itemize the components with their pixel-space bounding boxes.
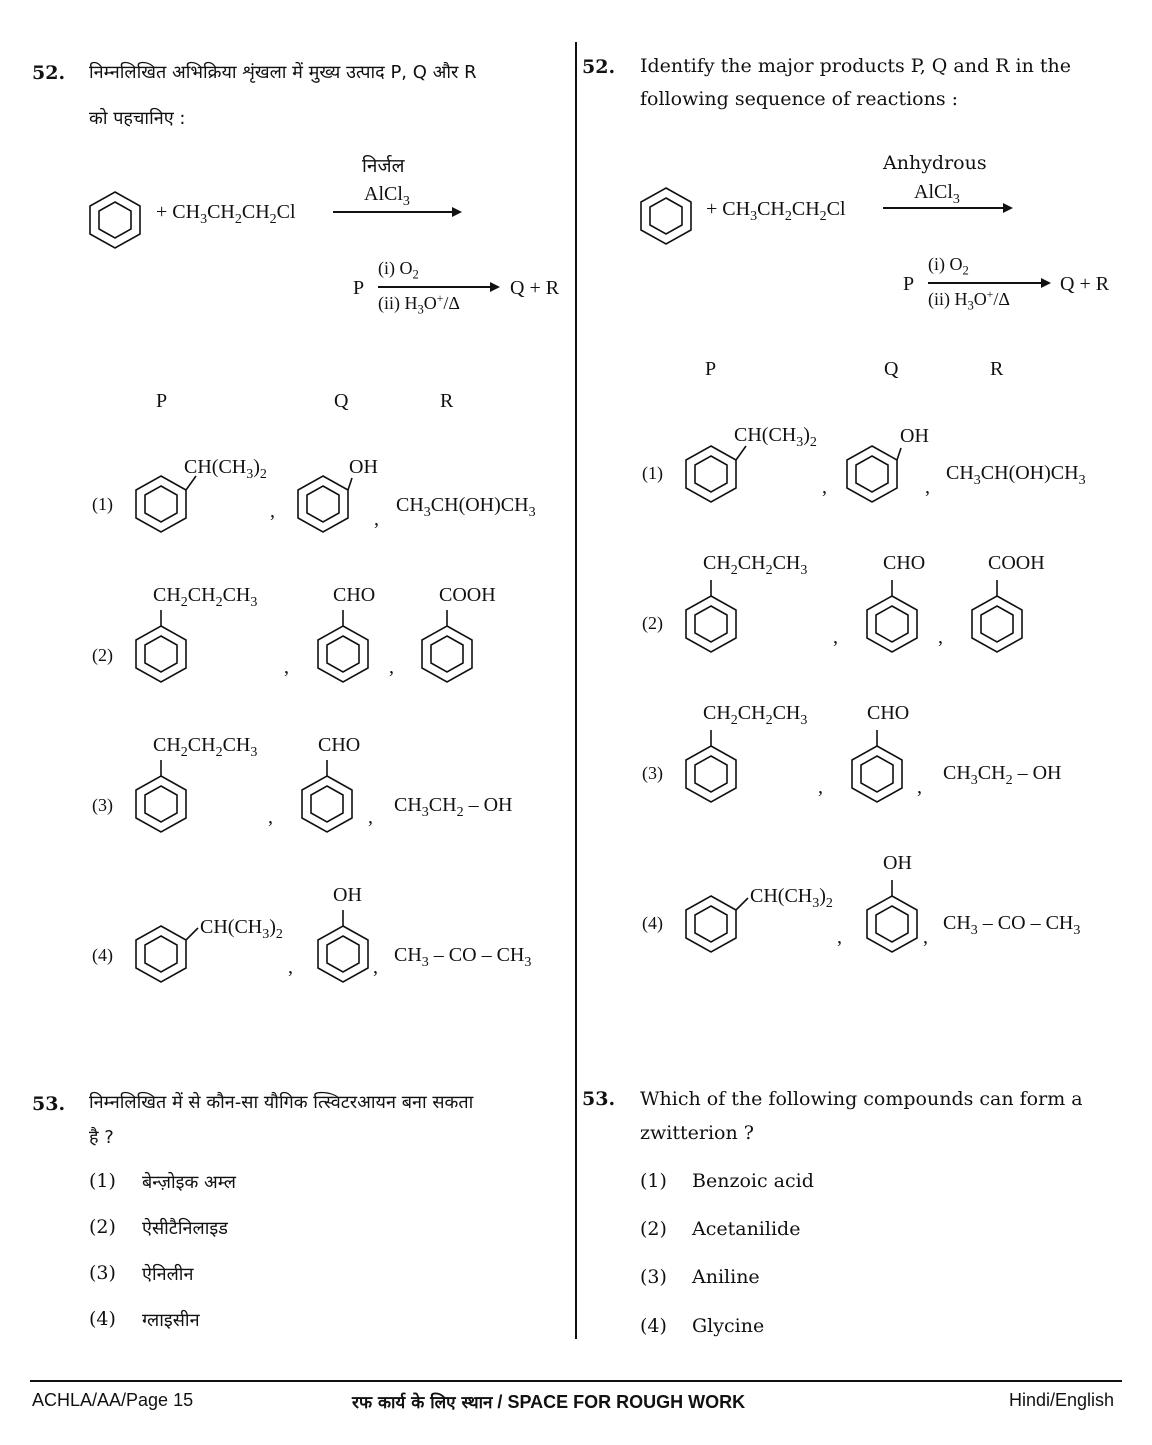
footer-language: Hindi/English xyxy=(1009,1390,1115,1410)
substituent-label: $CH_2CH_2CH_3$ xyxy=(703,552,808,578)
option-number: (3) xyxy=(642,763,663,783)
product-formula: $CH_3$ – CO – $CH_3$ xyxy=(943,912,1081,938)
reactant-formula: + $CH_3CH_2CH_2Cl$ xyxy=(156,201,296,227)
comma: , xyxy=(833,626,838,648)
arrow-head-icon xyxy=(490,282,500,292)
reagent-step-2: (ii) $H_3O^+/\Delta$ xyxy=(378,292,460,317)
products-QR: Q + R xyxy=(510,277,560,299)
benzene-ring xyxy=(850,744,904,804)
option-number: (1) xyxy=(92,494,113,514)
benzene-ring xyxy=(970,594,1024,654)
question-number: 53. xyxy=(582,1088,616,1110)
question-text: निम्नलिखित अभिक्रिया शृंखला में मुख्य उत्पाद P, Q और R xyxy=(89,62,477,83)
benzene-ring xyxy=(684,744,738,804)
substituent-label: CHO xyxy=(883,552,926,574)
option-number: (1) xyxy=(640,1170,667,1192)
comma: , xyxy=(368,806,373,828)
benzene-ring xyxy=(420,624,474,684)
benzene-ring xyxy=(639,186,693,246)
option-number: (2) xyxy=(640,1218,667,1240)
comma: , xyxy=(374,508,379,530)
header-R: R xyxy=(990,358,1004,380)
question-text: निम्नलिखित में से कौन-सा यौगिक त्स्विटरआयन बना सकता xyxy=(89,1092,474,1113)
question-text: following sequence of reactions : xyxy=(640,88,959,110)
reagent-label: निर्जल xyxy=(362,155,405,177)
comma: , xyxy=(284,656,289,678)
substituent-label: CHO xyxy=(867,702,910,724)
footer-separator: / xyxy=(492,1392,508,1412)
benzene-ring xyxy=(684,444,738,504)
comma: , xyxy=(938,626,943,648)
substituent-label: $CH_2CH_2CH_3$ xyxy=(153,584,258,610)
footer-rule xyxy=(30,1380,1122,1382)
comma: , xyxy=(288,956,293,978)
option-label: ऐसीटैनिलाइड xyxy=(142,1218,228,1239)
benzene-ring xyxy=(134,774,188,834)
reagent-formula: AlCl$_3$ xyxy=(914,181,960,207)
benzene-ring xyxy=(134,624,188,684)
substituent-label: OH xyxy=(883,852,912,874)
reagent-step-1: (i) $O_2$ xyxy=(378,258,419,282)
benzene-ring xyxy=(316,624,370,684)
question-number: 53. xyxy=(32,1093,66,1115)
benzene-ring xyxy=(296,474,350,534)
option-label: Aniline xyxy=(692,1266,760,1288)
reaction-arrow xyxy=(883,207,1004,209)
substituent-label: CHO xyxy=(333,584,376,606)
benzene-ring xyxy=(684,894,738,954)
products-QR: Q + R xyxy=(1060,273,1110,295)
question-text: zwitterion ? xyxy=(640,1122,754,1144)
comma: , xyxy=(270,500,275,522)
comma: , xyxy=(818,776,823,798)
option-number: (4) xyxy=(642,913,663,933)
comma: , xyxy=(917,776,922,798)
reagent-step-1: (i) $O_2$ xyxy=(928,254,969,278)
benzene-ring xyxy=(134,924,188,984)
footer-english-label: SPACE FOR ROUGH WORK xyxy=(507,1392,746,1412)
option-number: (4) xyxy=(89,1308,116,1330)
option-label: Acetanilide xyxy=(692,1218,801,1240)
benzene-ring xyxy=(845,444,899,504)
reagent-formula: AlCl$_3$ xyxy=(364,183,410,209)
benzene-ring xyxy=(316,924,370,984)
substituent-label: $CH(CH_3)_2$ xyxy=(200,916,283,942)
header-R: R xyxy=(440,390,454,412)
substituent-label: $CH(CH_3)_2$ xyxy=(734,424,817,450)
option-number: (2) xyxy=(89,1216,116,1238)
question-number: 52. xyxy=(32,62,66,84)
option-number: (4) xyxy=(640,1315,667,1337)
comma: , xyxy=(822,476,827,498)
reactant-formula: + $CH_3CH_2CH_2Cl$ xyxy=(706,198,846,224)
substituent-label: CHO xyxy=(318,734,361,756)
substituent-label: $CH_2CH_2CH_3$ xyxy=(153,734,258,760)
substituent-label: OH xyxy=(900,425,929,447)
footer-hindi-label: रफ कार्य के लिए स्थान xyxy=(352,1393,493,1413)
header-P: P xyxy=(156,390,168,412)
question-text: Which of the following compounds can form a xyxy=(640,1088,1083,1110)
option-number: (1) xyxy=(642,463,663,483)
reaction-arrow xyxy=(928,282,1042,284)
option-label: बेन्ज़ोइक अम्ल xyxy=(142,1172,236,1193)
benzene-ring xyxy=(865,894,919,954)
benzene-ring xyxy=(865,594,919,654)
option-label: ऐनिलीन xyxy=(142,1264,194,1285)
option-number: (2) xyxy=(642,613,663,633)
option-number: (3) xyxy=(640,1266,667,1288)
question-text: Identify the major products P, Q and R in the xyxy=(640,55,1071,77)
arrow-head-icon xyxy=(1003,203,1013,213)
comma: , xyxy=(837,926,842,948)
header-Q: Q xyxy=(334,390,349,412)
option-number: (3) xyxy=(89,1262,116,1284)
reaction-arrow xyxy=(378,286,492,288)
product-formula: $CH_3$ – CO – $CH_3$ xyxy=(394,944,532,970)
question-number: 52. xyxy=(582,56,616,78)
option-number: (2) xyxy=(92,645,113,665)
arrow-head-icon xyxy=(452,207,462,217)
option-number: (3) xyxy=(92,795,113,815)
footer-page-code: ACHLA/AA/Page 15 xyxy=(32,1390,194,1410)
substituent-label: $CH(CH_3)_2$ xyxy=(184,456,267,482)
footer-rough-work-label xyxy=(352,1390,745,1413)
benzene-ring xyxy=(134,474,188,534)
header-P: P xyxy=(705,358,717,380)
reagent-step-2: (ii) $H_3O^+/\Delta$ xyxy=(928,288,1010,313)
comma: , xyxy=(925,476,930,498)
product-formula: $CH_3CH(OH)CH_3$ xyxy=(396,494,536,520)
intermediate-P: P xyxy=(903,273,915,295)
column-divider xyxy=(575,42,577,1339)
substituent-label: $CH_2CH_2CH_3$ xyxy=(703,702,808,728)
product-formula: $CH_3CH_2$ – OH xyxy=(943,762,1062,788)
substituent-label: $CH(CH_3)_2$ xyxy=(750,885,833,911)
benzene-ring xyxy=(684,594,738,654)
product-formula: $CH_3CH(OH)CH_3$ xyxy=(946,462,1086,488)
comma: , xyxy=(389,656,394,678)
substituent-label: OH xyxy=(349,456,378,478)
option-label: Glycine xyxy=(692,1315,765,1337)
comma: , xyxy=(373,956,378,978)
question-text: है ? xyxy=(89,1127,114,1148)
benzene-ring xyxy=(300,774,354,834)
option-label: ग्लाइसीन xyxy=(142,1310,200,1331)
benzene-ring xyxy=(88,190,142,250)
option-label: Benzoic acid xyxy=(692,1170,814,1192)
option-number: (4) xyxy=(92,945,113,965)
intermediate-P: P xyxy=(353,277,365,299)
arrow-head-icon xyxy=(1041,278,1051,288)
comma: , xyxy=(268,806,273,828)
header-Q: Q xyxy=(884,358,899,380)
reagent-label: Anhydrous xyxy=(883,152,987,174)
comma: , xyxy=(923,926,928,948)
option-number: (1) xyxy=(89,1170,116,1192)
reaction-arrow xyxy=(333,211,453,213)
substituent-label: OH xyxy=(333,884,362,906)
substituent-label: COOH xyxy=(988,552,1045,574)
question-text: को पहचानिए : xyxy=(89,108,186,129)
substituent-label: COOH xyxy=(439,584,496,606)
product-formula: $CH_3CH_2$ – OH xyxy=(394,794,513,820)
